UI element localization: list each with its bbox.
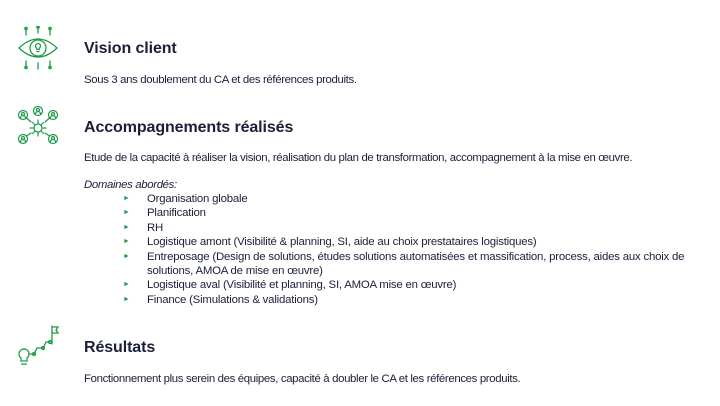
- bullet-icon: ►: [123, 281, 130, 289]
- bullet-icon: ►: [123, 238, 130, 246]
- resultats-text: Fonctionnement plus serein des équipes, capacité à doubler le CA et les références produits.: [84, 373, 521, 385]
- accompagnements-title: Accompagnements réalisés: [84, 119, 294, 136]
- vision-text: Sous 3 ans doublement du CA et des références produits.: [84, 74, 357, 86]
- bullet-icon: ►: [123, 195, 130, 202]
- list-item: ► Organisation globale: [123, 193, 248, 205]
- vision-title: Vision client: [84, 40, 177, 57]
- eye-lightbulb-icon: [16, 26, 60, 70]
- list-item: ► Finance (Simulations & validations): [123, 293, 318, 306]
- accompagnements-text: Etude de la capacité à réaliser la vision, réalisation du plan de transformation, accompagnement à la mise en œuvre.: [84, 152, 633, 164]
- domains-list: [84, 192, 704, 307]
- list-item: ► Entreposage (Design de solutions, études solutions automatisées et massification, process, aides aux choix de solutions, AMOA de mise en œuvre): [123, 250, 685, 278]
- bullet-icon: ►: [123, 209, 130, 217]
- bullet-icon: ►: [123, 223, 130, 231]
- list-item: ► RH: [123, 221, 164, 234]
- list-item: ► Logistique amont (Visibilité & planning, SI, aide au choix prestataires logistiques): [123, 236, 537, 249]
- bullet-icon: ►: [123, 252, 130, 260]
- idea-path-flag-icon: [16, 324, 60, 368]
- resultats-title: Résultats: [84, 339, 156, 356]
- domains-label: Domaines abordés:: [84, 179, 177, 191]
- people-network-icon: [16, 106, 60, 150]
- bullet-icon: ►: [123, 295, 130, 303]
- list-item: ► Planification: [123, 207, 206, 220]
- list-item: ► Logistique aval (Visibilité et planning, SI, AMOA mise en œuvre): [123, 279, 457, 292]
